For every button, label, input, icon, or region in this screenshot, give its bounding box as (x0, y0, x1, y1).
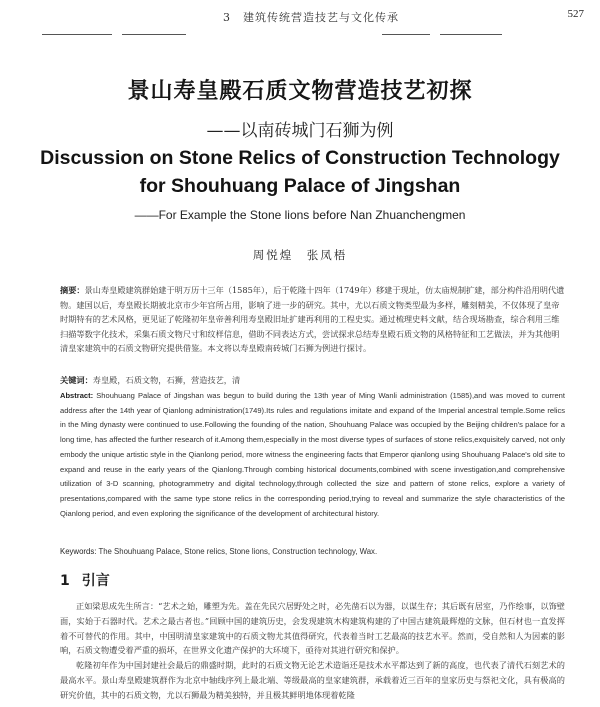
abstract-chinese-text: 景山寿皇殿建筑群始建于明万历十三年（1585年），后于乾隆十四年（1749年）移建于现址，仿太庙规制扩建，部分构件沿用明代遗物。建国以后，寿皇殿长期被北京市少年宫所占用，影响了进一步的研究。其中，尤以石质文物类型最为多样，雕刻精美，不仅体现了皇帝时期特有的艺术风格，更见证了乾隆初年皇帝善利用寿皇殿旧址扩建再利用的工程史实。通过梳理史料文献，结合现场勘查，综合利用三维扫描等数字化技术，采集石质文物尺寸和纹样信息，借助不同表达方式，尝试探求总结寿皇殿石质文物的风格特征和工艺做法，并为其他明清皇家建筑中的石质文物研究提供借鉴。本文将以寿皇殿南砖城门石狮为例进行探讨。 (60, 285, 565, 354)
title-english-line2: for Shouhuang Palace of Jingshan (139, 175, 461, 197)
section-title: 引言 (81, 573, 110, 589)
abstract-chinese (60, 283, 565, 356)
title-chinese: 景山寿皇殿石质文物营造技艺初探 (127, 79, 473, 104)
keywords-chinese-text: 寿皇殿，石质文物，石狮，营造技艺，清 (92, 375, 241, 385)
running-head-section: 3 建筑传统营造技艺与文化传承 (223, 11, 399, 24)
subtitle-english: ——For Example the Stone lions before Nan Zhuanchengmen (134, 208, 466, 222)
header-rule-right-2 (440, 34, 502, 35)
authors: 周悦煌 张凤梧 (252, 248, 348, 262)
section-number: 1 (60, 573, 70, 589)
body-paragraph-2: 乾隆初年作为中国封建社会最后的鼎盛时期，此时的石质文物无论艺术造诣还是技术水平都达到了新的高度，也代表了清代石刻艺术的最高水平。景山寿皇殿建筑群作为北京中轴线序列上最北端、等级最高的皇家建筑群，承载着近三百年的皇家历史与祭祀文化，具有极高的研究价值，其中的石质文物，尤以石狮最为精美独特，并且极其鲜明地体现着乾隆 (60, 660, 565, 700)
header-rule-right (382, 34, 430, 35)
page-number: 527 (567, 8, 584, 20)
keywords-chinese (60, 374, 565, 387)
section-heading-introduction (60, 570, 110, 590)
header-rule-left-2 (122, 34, 186, 35)
body-text (60, 599, 565, 703)
subtitle-chinese: ——以南砖城门石狮为例 (206, 121, 394, 141)
keywords-english-label: Keywords: (60, 547, 97, 556)
keywords-english-text: The Shouhuang Palace, Stone relics, Stone lions, Construction technology, Wax. (98, 547, 378, 556)
header-rule-left (42, 34, 112, 35)
keywords-english (60, 545, 565, 558)
abstract-english-label: Abstract: (60, 391, 94, 400)
title-english-line1: Discussion on Stone Relics of Construction Technology (40, 147, 560, 169)
abstract-english (60, 389, 565, 521)
abstract-english-text: Shouhuang Palace of Jingshan was begun to build during the 13th year of Ming Wanli administration (1585),and was moved to current address after the 14th year of Qianlong administration(1749).Its rules and regulations imitate and expand of the Imperial ancestral temple.Some relics in the Ming dynasty were continued to use.Following the founding of the nation, Shouhuang Palace was occupied by the Beijing children's palace for a long time, has affected the further research of it.Among them,especially in the most diverse types of surfaces of stone relics,exquisitely carved, not only embody the unique artistic style in the Qianlong period, more witness the engineering facts that Emperor qianlong using Shouhuang Palace's old site to expand and reuse in the early years of the Qianlong.Through combing historical documents,combined with scene investigation,and comprehensive utilization of 3-D scanning, photogrammetry and digital technology,through collected the size and pattern of stone relics, explore a variety of presentations,compared with the same type stone relics in the corresponding period,trying to reveal and summarize the style characteristics of the Qianlong period, and even exploring the significance of the development of architectural history. (60, 391, 565, 518)
abstract-chinese-label: 摘要： (60, 285, 85, 295)
running-head (18, 8, 584, 28)
body-paragraph-1: 正如梁思成先生所言：“艺术之始，雕塑为先。盖在先民穴居野处之时，必先凿石以为器，以谋生存；其后既有居室，乃作绘事，以饰壁面，实始于石器时代。艺术之最古者也。”回顾中国的建筑历史，会发现建筑木构建筑构建的了中国古建筑最辉煌的文脉，但石材也一直发挥着不可替代的作用。其中，中国明清皇家建筑中的石质文物尤其值得研究，代表着当时工艺最高的技艺水平。然而，受自然和人为因素的影响，石质文物遭受着严重的损坏，在世界文化遗产保护的大环境下，亟待对其进行研究和保护。 (60, 601, 565, 656)
keywords-chinese-label: 关键词： (60, 375, 93, 385)
